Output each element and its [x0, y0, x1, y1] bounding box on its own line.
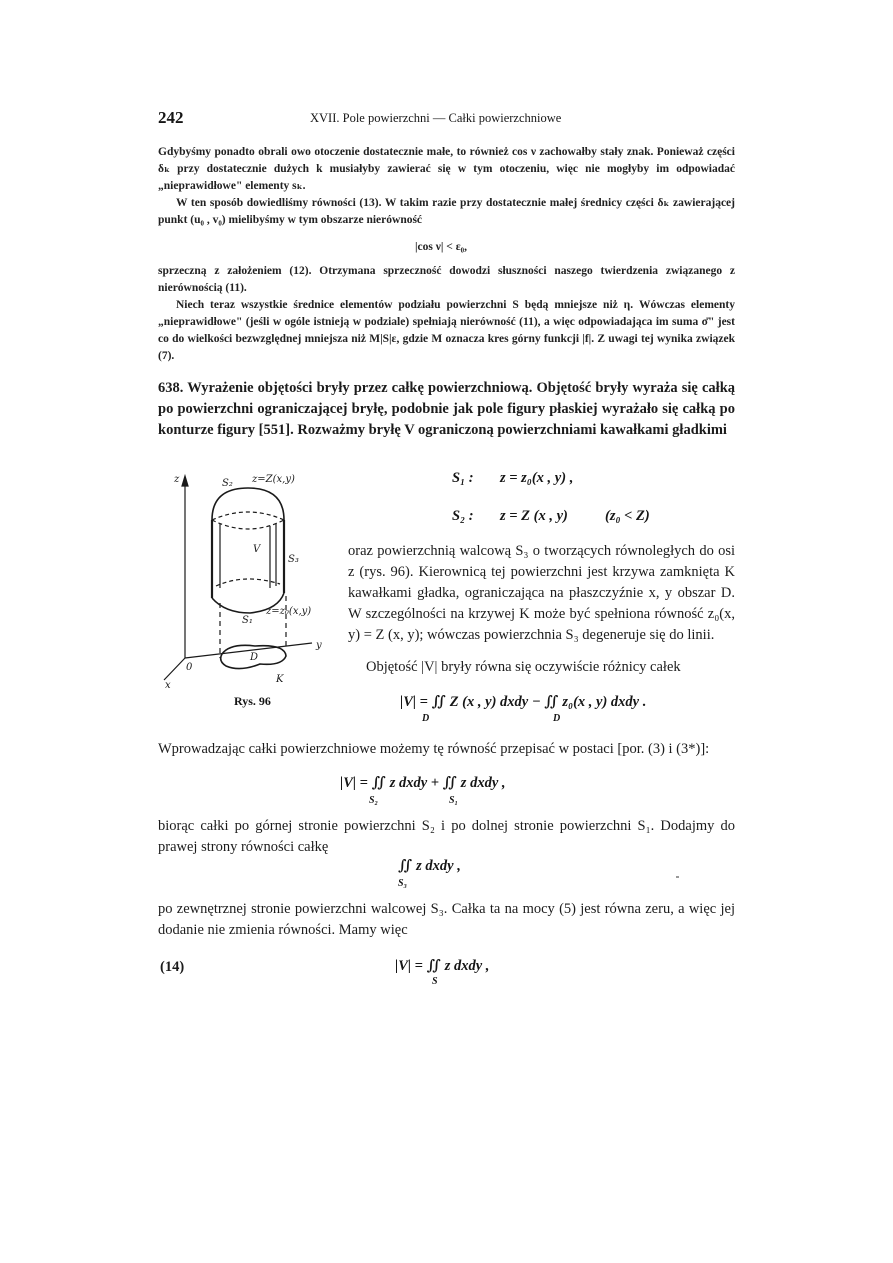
section-title: Wyrażenie objętości bryły przez całkę powierzchniową. — [187, 380, 533, 396]
equation-number-14: (14) — [160, 959, 185, 975]
formula-s3-integral: ∬ z dxdy , — [398, 858, 461, 874]
paragraph-volume-difference: Objętość |V| bryły równa się oczywiście różnicy całek — [366, 659, 681, 675]
label-d: D — [250, 652, 259, 663]
page-number: 242 — [158, 108, 184, 127]
paragraph-proof-2: W ten sposób dowiedliśmy równości (13). W takim razie przy dostatecznie małej średnicy części δₖ zawierającej punkt (u₀ , v₀) mielibyśmy w tym obszarze nierówność — [158, 197, 735, 226]
formula-surface-sum: |V| = ∬ z dxdy + ∬ z dxdy , — [340, 775, 506, 791]
formula-cos: |cos ν| < ε₀, — [415, 241, 467, 253]
s1-label: S₁ : — [452, 470, 474, 486]
label-v: V — [253, 544, 261, 555]
label-s1: S₁ — [242, 615, 253, 626]
s2-condition: (z₀ < Z) — [605, 508, 650, 524]
paragraph-upper-lower: biorąc całki po górnej stronie powierzchni S₂ i po dolnej stronie powierzchni S₁. Dodajmy do prawej strony równości całkę — [158, 818, 735, 855]
figure-96 — [160, 468, 340, 690]
label-z: z — [174, 474, 180, 485]
paragraph-proof-1: Gdybyśmy ponadto obrali owo otoczenie dostatecznie małe, to również cos ν zachowałby stały znak. Ponieważ części δₖ przy dostatecznie dużych k musiałyby zawierać się w tym otoczeniu, więc nie mogłyby im odpowiadać „nieprawidłowe" elementy sₖ. — [158, 146, 735, 192]
label-y: y — [316, 640, 322, 651]
section-intro: Objętość bryły wyraża się całką po powierzchni ograniczającej bryłę, podobnie jak pole figury płaskiej wyrażało się całką po konturze figury [551]. Rozważmy bryłę V ograniczoną powierzchniami kawałkami gładkimi — [158, 380, 736, 438]
label-s2: S₂ — [222, 478, 233, 489]
formula-14: |V| = ∬ z dxdy , — [395, 958, 490, 974]
print-speck — [676, 876, 679, 878]
formula-14-sub: S — [432, 976, 438, 987]
formula-volume-sub-1: D — [422, 713, 430, 724]
formula-volume-difference: |V| = ∬ Z (x , y) dxdy − ∬ z₀(x , y) dxdy . — [400, 694, 647, 710]
s2-equation: z = Z (x , y) — [500, 508, 568, 524]
top-surface-s2 — [212, 488, 284, 520]
paragraph-outer-side: po zewnętrznej stronie powierzchni walcowej S₃. Całka ta na mocy (5) jest równa zeru, a więc jej dodanie nie zmienia równości. Mamy więc — [158, 901, 735, 938]
section-638 — [158, 378, 735, 441]
formula-volume-sub-2: D — [553, 713, 561, 724]
section-number: 638. — [158, 380, 184, 396]
paragraph-proof-3: sprzeczną z założeniem (12). Otrzymana sprzeczność dowodzi słuszności naszego twierdzenia związanego z nierównością (11). — [158, 265, 735, 294]
paragraph-proof-4: Niech teraz wszystkie średnice elementów podziału powierzchni S będą mniejsze niż η. Wówczas elementy „nieprawidłowe" (jeśli w ogóle istnieją w podziale) spełniają nierówność (11), a więc odpowiadająca im suma σ̄" jest co do wielkości bezwzględnej mniejsza niż M|S|ε, gdzie M oznacza kres górny funkcji |f|. Z uwagi tej wynika związek (7). — [158, 299, 735, 362]
label-s3: S₃ — [288, 554, 299, 565]
label-bottom-surface: z=z₀(x,y) — [266, 606, 312, 617]
top-rim-front — [212, 512, 284, 520]
paragraph-rewrite: Wprowadzając całki powierzchniowe możemy tę równość przepisać w postaci [por. (3) i (3*)]: — [158, 741, 710, 757]
formula-surface-sub-1: S₂ — [369, 795, 379, 806]
x-axis-line — [164, 658, 185, 680]
top-rim-hidden — [212, 520, 284, 529]
paragraph-cylinder: oraz powierzchnią walcową S₃ o tworzących równoległych do osi z (rys. 96). Kierownicą tej powierzchni jest krzywa zamknięta K kawałkami gładka, ograniczająca na płaszczyźnie x, y obszar D. W szczególności na krzywej K może być spełniona równość z₀(x, y) = Z (x, y); wówczas powierzchnia S₃ degeneruje się do linii. — [348, 543, 735, 643]
z-axis-arrow — [182, 476, 188, 486]
running-title: XVII. Pole powierzchni — Całki powierzchniowe — [310, 111, 562, 125]
label-k: K — [276, 674, 284, 685]
s1-equation: z = z₀(x , y) , — [500, 470, 574, 486]
formula-surface-sub-2: S₁ — [449, 795, 459, 806]
figure-caption: Rys. 96 — [234, 694, 271, 708]
label-top-surface: z=Z(x,y) — [252, 474, 295, 485]
label-x: x — [165, 680, 171, 690]
label-origin: 0 — [186, 662, 193, 673]
s2-label: S₂ : — [452, 508, 474, 524]
formula-s3-sub: S₃ — [398, 878, 408, 889]
